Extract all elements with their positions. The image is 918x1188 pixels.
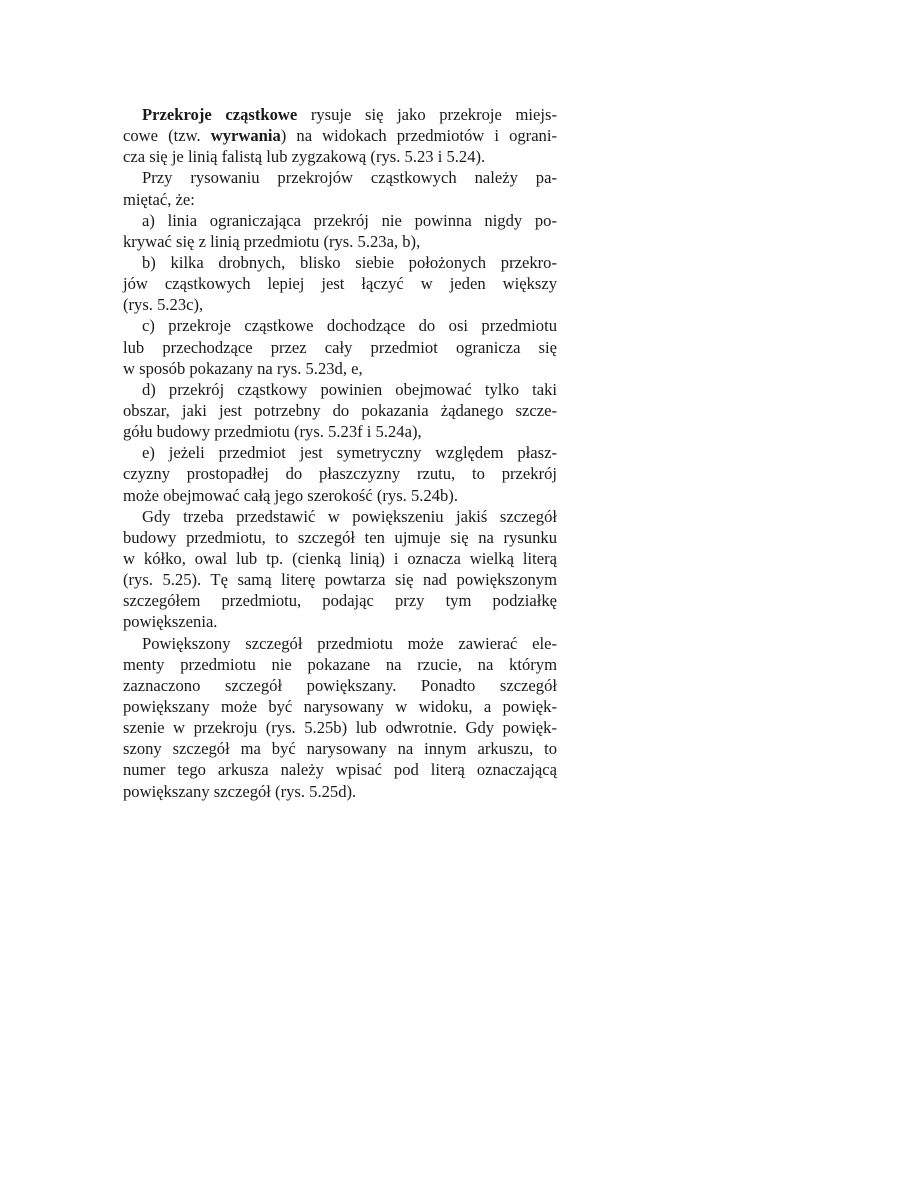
text-run: powiększenia. [123,612,218,632]
text-run: Powiększony szczegół przedmiotu może zawierać ele- [142,633,557,653]
text-run: szczegółem przedmiotu, podając przy tym podziałkę [123,591,557,611]
text-line [123,633,557,654]
bold-term: wyrwania [210,126,281,146]
text-line [123,337,557,358]
text-run: jów cząstkowych lepiej jest łączyć w jeden większy [123,274,557,294]
paragraph [123,379,557,442]
text-line [123,189,557,210]
text-run: powiększany szczegół (rys. 5.25d). [123,781,357,801]
text-line [123,675,557,696]
text-line [123,781,557,802]
text-run: b) kilka drobnych, blisko siebie położonych przekro- [142,252,557,272]
text-run: miętać, że: [123,189,195,209]
text-run: obszar, jaki jest potrzebny do pokazania żądanego szcze- [123,400,557,420]
text-line [123,759,557,780]
text-run: rysuje się jako przekroje miejs- [297,105,557,124]
text-run: gółu budowy przedmiotu (rys. 5.23f i 5.24a), [123,422,422,442]
text-line [123,125,557,146]
text-run: w sposób pokazany na rys. 5.23d, e, [123,358,363,378]
text-run: zaznaczono szczegół powiększany. Ponadto szczegół [123,675,557,695]
text-run: w kółko, owal lub tp. (cienką linią) i oznacza wielką literą [123,548,557,568]
body-text [123,104,557,802]
text-run: d) przekrój cząstkowy powinien obejmować tylko taki [142,379,557,399]
text-line [123,315,557,336]
text-line [123,210,557,231]
text-line [123,421,557,442]
text-line [123,273,557,294]
paragraph [123,442,557,505]
text-line [123,738,557,759]
text-run: Gdy trzeba przedstawić w powiększeniu jakiś szczegół [142,506,557,526]
text-run: czyzny prostopadłej do płaszczyzny rzutu, to przekrój [123,464,557,484]
text-run: menty przedmiotu nie pokazane na rzucie, na którym [123,654,557,674]
text-run: (rys. 5.23c), [123,295,204,315]
paragraph [123,104,557,167]
text-run: krywać się z linią przedmiotu (rys. 5.23a, b), [123,231,421,251]
text-run: e) jeżeli przedmiot jest symetryczny względem płasz- [142,443,557,463]
paragraph [123,633,557,802]
text-run: szony szczegół ma być narysowany na innym arkuszu, to [123,739,557,759]
paragraph [123,506,557,633]
text-run: c) przekroje cząstkowe dochodzące do osi przedmiotu [142,316,557,336]
text-line [123,294,557,315]
text-run: Przy rysowaniu przekrojów cząstkowych należy pa- [142,168,557,188]
text-line [123,231,557,252]
text-line [123,717,557,738]
text-line [123,654,557,675]
text-run: cza się je linią falistą lub zygzakową (rys. 5.23 i 5.24). [123,147,486,167]
text-line [123,358,557,379]
text-line [123,252,557,273]
text-run: numer tego arkusza należy wpisać pod literą oznaczającą [123,760,557,780]
text-line [123,442,557,463]
text-run: szenie w przekroju (rys. 5.25b) lub odwrotnie. Gdy powięk- [123,718,557,738]
text-line [123,548,557,569]
paragraph [123,167,557,209]
text-run: powiększany może być narysowany w widoku, a powięk- [123,696,557,716]
paragraph [123,252,557,315]
text-line [123,696,557,717]
text-line [123,590,557,611]
text-run: ) na widokach przedmiotów i ograni- [280,126,557,146]
text-line [123,104,557,125]
text-line [123,569,557,590]
text-run: może obejmować całą jego szerokość (rys. 5.24b). [123,485,458,505]
text-line [123,485,557,506]
bold-term: Przekroje cząstkowe [142,105,298,124]
text-run: (rys. 5.25). Tę samą literę powtarza się nad powiększonym [123,570,557,590]
text-run: budowy przedmiotu, to szczegół ten ujmuje się na rysunku [123,527,557,547]
text-line [123,506,557,527]
text-run: cowe (tzw. [123,126,211,146]
text-line [123,146,557,167]
text-line [123,379,557,400]
paragraph [123,210,557,252]
text-line [123,463,557,484]
text-run: a) linia ograniczająca przekrój nie powinna nigdy po- [142,210,557,230]
text-line [123,167,557,188]
text-line [123,400,557,421]
text-run: lub przechodzące przez cały przedmiot ogranicza się [123,337,557,357]
text-line [123,611,557,632]
paragraph [123,315,557,378]
text-line [123,527,557,548]
